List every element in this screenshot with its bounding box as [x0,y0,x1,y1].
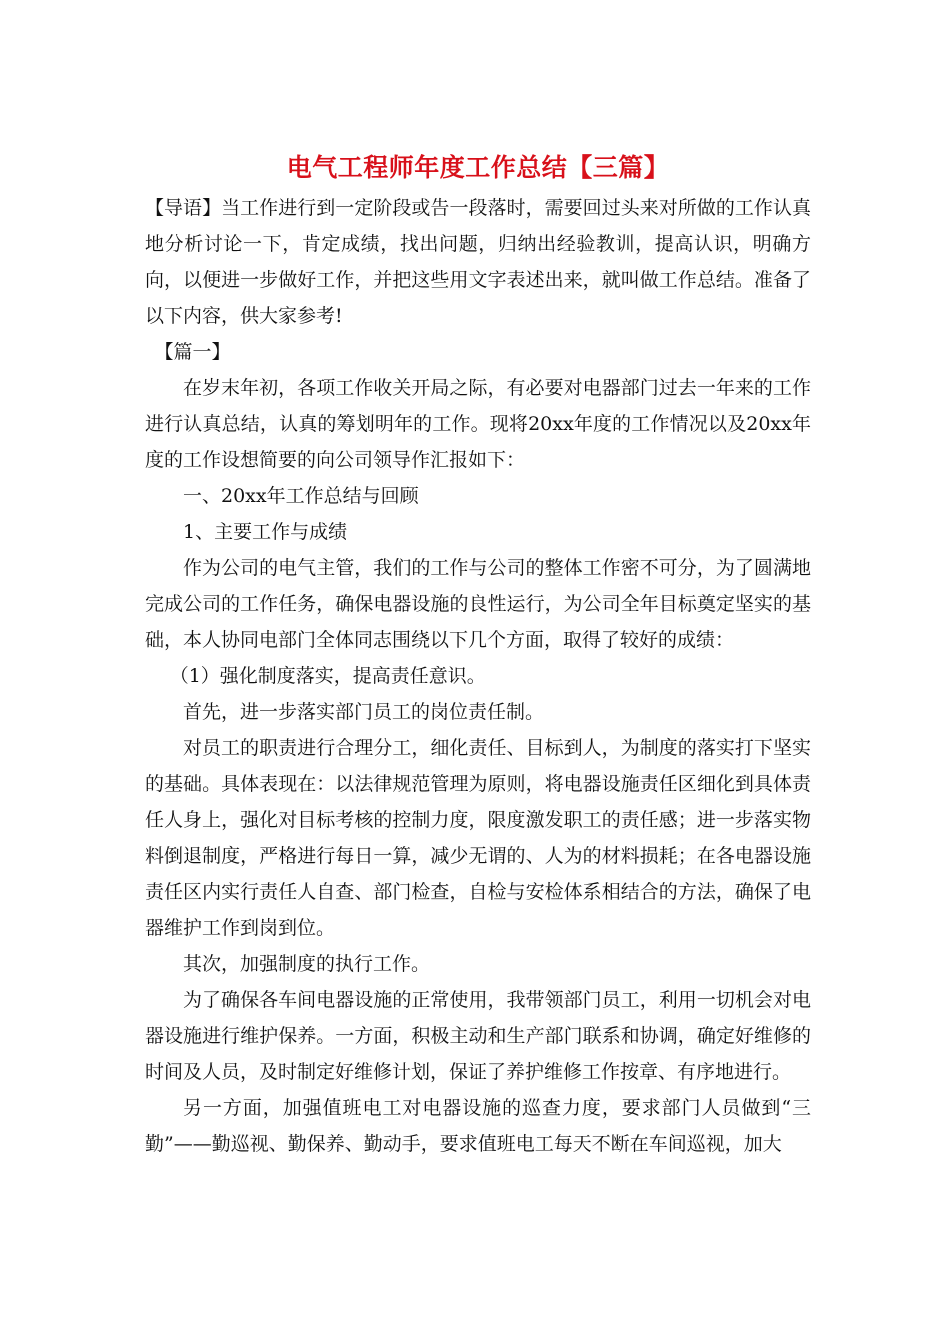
body-paragraph: 为了确保各车间电器设施的正常使用，我带领部门员工，利用一切机会对电器设施进行维护保养。一方面，积极主动和生产部门联系和协调，确定好维修的时间及人员，及时制定好维修计划，保证了养护维修工作按章、有序地进行。 [145,989,811,1083]
intro-paragraph: 【导语】当工作进行到一定阶段或告一段落时，需要回过头来对所做的工作认真地分析讨论一下，肯定成绩，找出问题，归纳出经验教训，提高认识，明确方向，以便进一步做好工作，并把这些用文字表述出来，就叫做工作总结。准备了以下内容，供大家参考! [145,197,811,327]
document-page [145,148,811,1162]
subheading-review: 一、20xx年工作总结与回顾 [183,485,419,507]
body-paragraph: 在岁末年初，各项工作收关开局之际，有必要对电器部门过去一年来的工作进行认真总结，认真的筹划明年的工作。现将20xx年度的工作情况以及20xx年度的工作设想简要的向公司领导作汇报如下： [145,377,811,471]
body-paragraph: 对员工的职责进行合理分工，细化责任、目标到人，为制度的落实打下坚实的基础。具体表现在：以法律规范管理为原则，将电器设施责任区细化到具体责任人身上，强化对目标考核的控制力度，限度激发职工的责任感；进一步落实物料倒退制度，严格进行每日一算，减少无谓的、人为的材料损耗；在各电器设施责任区内实行责任人自查、部门检查，自检与安检体系相结合的方法，确保了电器维护工作到岗到位。 [145,737,811,939]
subheading-main-work: 1、主要工作与成绩 [183,521,348,543]
document-title: 电气工程师年度工作总结【三篇】 [286,153,670,182]
section-heading-part-one: 【篇一】 [154,341,231,363]
subheading-item-1: （1）强化制度落实，提高责任意识。 [169,665,486,687]
body-paragraph: 其次，加强制度的执行工作。 [183,953,431,975]
body-paragraph: 作为公司的电气主管，我们的工作与公司的整体工作密不可分，为了圆满地完成公司的工作任务，确保电器设施的良性运行，为公司全年目标奠定坚实的基础，本人协同电部门全体同志围绕以下几个方面，取得了较好的成绩： [145,557,811,651]
body-paragraph: 另一方面，加强值班电工对电器设施的巡查力度，要求部门人员做到“三勤”——勤巡视、勤保养、勤动手，要求值班电工每天不断在车间巡视，加大 [145,1097,811,1155]
body-paragraph: 首先，进一步落实部门员工的岗位责任制。 [183,701,545,723]
